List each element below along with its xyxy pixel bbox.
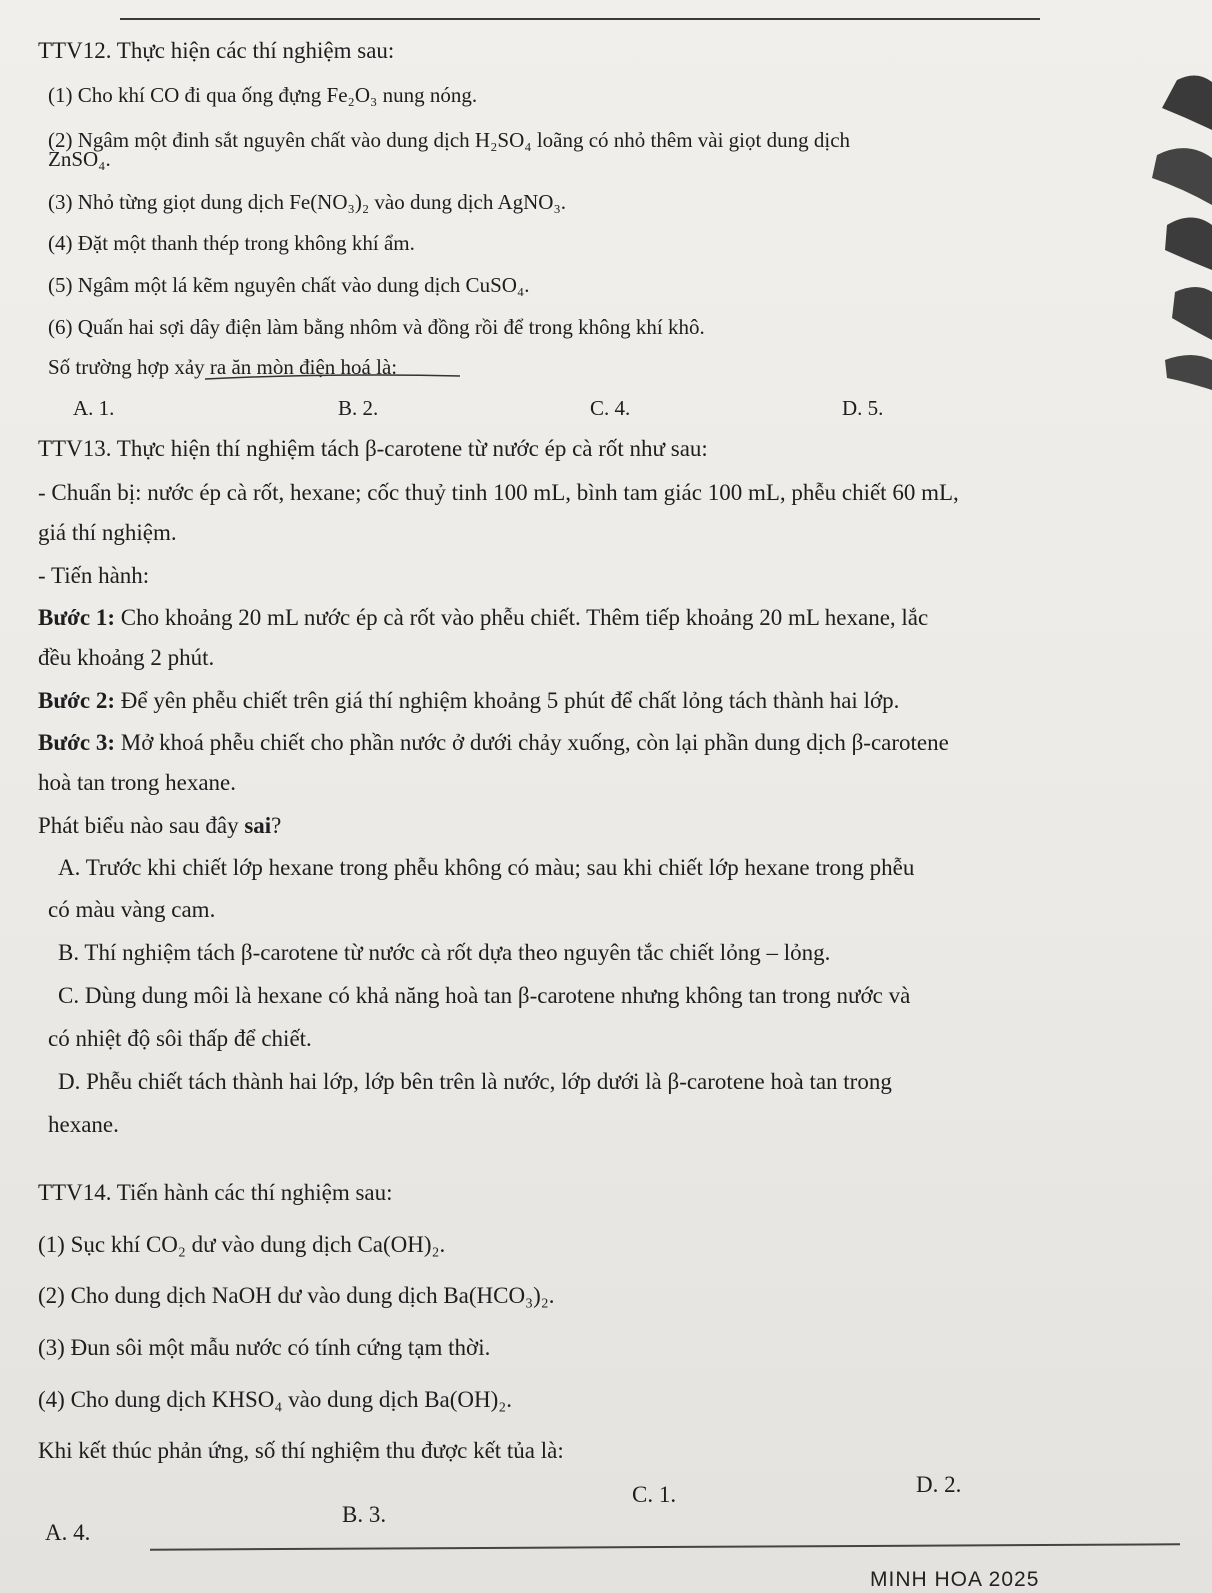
- handwritten-underline: [205, 373, 460, 381]
- q13-option-a-cont: có màu vàng cam.: [48, 897, 216, 922]
- bottom-rule: [150, 1543, 1180, 1550]
- q13-question-mark: ?: [271, 813, 282, 838]
- q14-option-c: C. 1.: [632, 1482, 677, 1507]
- q14-title: TTV14. Tiến hành các thí nghiệm sau:: [38, 1180, 393, 1205]
- q14-item-1: (1) Sục khí CO₂ dư vào dung dịch Ca(OH)₂.: [38, 1232, 446, 1257]
- q12-item-5: (5) Ngâm một lá kẽm nguyên chất vào dung dịch CuSO₄.: [48, 273, 530, 297]
- q12-option-a: A. 1.: [73, 396, 115, 420]
- top-rule: [120, 18, 1040, 20]
- footer-text: MINH HOA 2025: [870, 1568, 1040, 1591]
- q13-option-b: B. Thí nghiệm tách β-carotene từ nước cà rốt dựa theo nguyên tắc chiết lỏng – lỏng.: [58, 940, 831, 965]
- q12-option-d: D. 5.: [842, 396, 884, 420]
- q13-option-d: D. Phễu chiết tách thành hai lớp, lớp bên trên là nước, lớp dưới là β-carotene hoà tan trong: [58, 1069, 892, 1094]
- q13-step-1-label: Bước 1:: [38, 605, 115, 630]
- q13-option-a: A. Trước khi chiết lớp hexane trong phễu không có màu; sau khi chiết lớp hexane trong phễu: [58, 855, 915, 880]
- q13-prep-line-2: giá thí nghiệm.: [38, 520, 177, 545]
- q13-question: [38, 813, 281, 839]
- q12-item-1: (1) Cho khí CO đi qua ống đựng Fe₂O₃ nung nóng.: [48, 83, 478, 107]
- q14-item-2: (2) Cho dung dịch NaOH dư vào dung dịch Ba(HCO₃)₂.: [38, 1283, 555, 1308]
- q14-option-d: D. 2.: [916, 1472, 962, 1497]
- q13-step-2-text: Để yên phễu chiết trên giá thí nghiệm khoảng 5 phút để chất lỏng tách thành hai lớp.: [115, 688, 900, 713]
- q12-item-2-cont: ZnSO₄.: [48, 147, 111, 171]
- q12-title: TTV12. Thực hiện các thí nghiệm sau:: [38, 38, 395, 63]
- q13-option-c: C. Dùng dung môi là hexane có khả năng hoà tan β-carotene nhưng không tan trong nước và: [58, 983, 911, 1008]
- q13-step-3-cont: hoà tan trong hexane.: [38, 770, 236, 795]
- q13-question-emphasis: sai: [244, 813, 272, 838]
- q12-item-4: (4) Đặt một thanh thép trong không khí ẩm.: [48, 231, 415, 255]
- q14-option-b: B. 3.: [342, 1502, 387, 1527]
- q12-option-b: B. 2.: [338, 396, 379, 420]
- q13-step-1-cont: đều khoảng 2 phút.: [38, 645, 215, 670]
- q12-item-2: (2) Ngâm một đinh sắt nguyên chất vào dung dịch H₂SO₄ loãng có nhỏ thêm vài giọt dung dịch: [48, 128, 851, 152]
- q13-title: TTV13. Thực hiện thí nghiệm tách β-carotene từ nước ép cà rốt như sau:: [38, 436, 708, 461]
- q13-option-c-cont: có nhiệt độ sôi thấp để chiết.: [48, 1026, 312, 1051]
- q13-option-d-cont: hexane.: [48, 1112, 119, 1137]
- q12-item-3: (3) Nhỏ từng giọt dung dịch Fe(NO₃)₂ vào dung dịch AgNO₃.: [48, 190, 567, 214]
- q14-option-a: A. 4.: [45, 1520, 91, 1545]
- q14-item-4: (4) Cho dung dịch KHSO₄ vào dung dịch Ba(OH)₂.: [38, 1387, 513, 1412]
- q13-step-3-label: Bước 3:: [38, 730, 115, 755]
- q13-prep-line-1: - Chuẩn bị: nước ép cà rốt, hexane; cốc thuỷ tinh 100 mL, bình tam giác 100 mL, phễu chiết 60 mL,: [38, 480, 959, 505]
- q13-step-2-label: Bước 2:: [38, 688, 115, 713]
- q13-question-text: Phát biểu nào sau đây: [38, 813, 245, 838]
- q12-question: Số trường hợp xảy ra ăn mòn điện hoá là:: [48, 355, 398, 379]
- decorative-pattern: [1117, 60, 1212, 390]
- q13-step-1: [38, 605, 928, 631]
- q12-option-c: C. 4.: [590, 396, 631, 420]
- q13-step-2: [38, 688, 899, 714]
- q12-item-6: (6) Quấn hai sợi dây điện làm bằng nhôm và đồng rồi để trong không khí khô.: [48, 315, 705, 339]
- q13-step-3: [38, 730, 949, 756]
- q13-step-3-text: Mở khoá phễu chiết cho phần nước ở dưới chảy xuống, còn lại phần dung dịch β-carotene: [115, 730, 949, 755]
- q14-question: Khi kết thúc phản ứng, số thí nghiệm thu được kết tủa là:: [38, 1438, 564, 1463]
- q13-step-1-text: Cho khoảng 20 mL nước ép cà rốt vào phễu chiết. Thêm tiếp khoảng 20 mL hexane, lắc: [115, 605, 929, 630]
- q13-procedure-label: - Tiến hành:: [38, 563, 150, 588]
- q14-item-3: (3) Đun sôi một mẫu nước có tính cứng tạm thời.: [38, 1335, 491, 1360]
